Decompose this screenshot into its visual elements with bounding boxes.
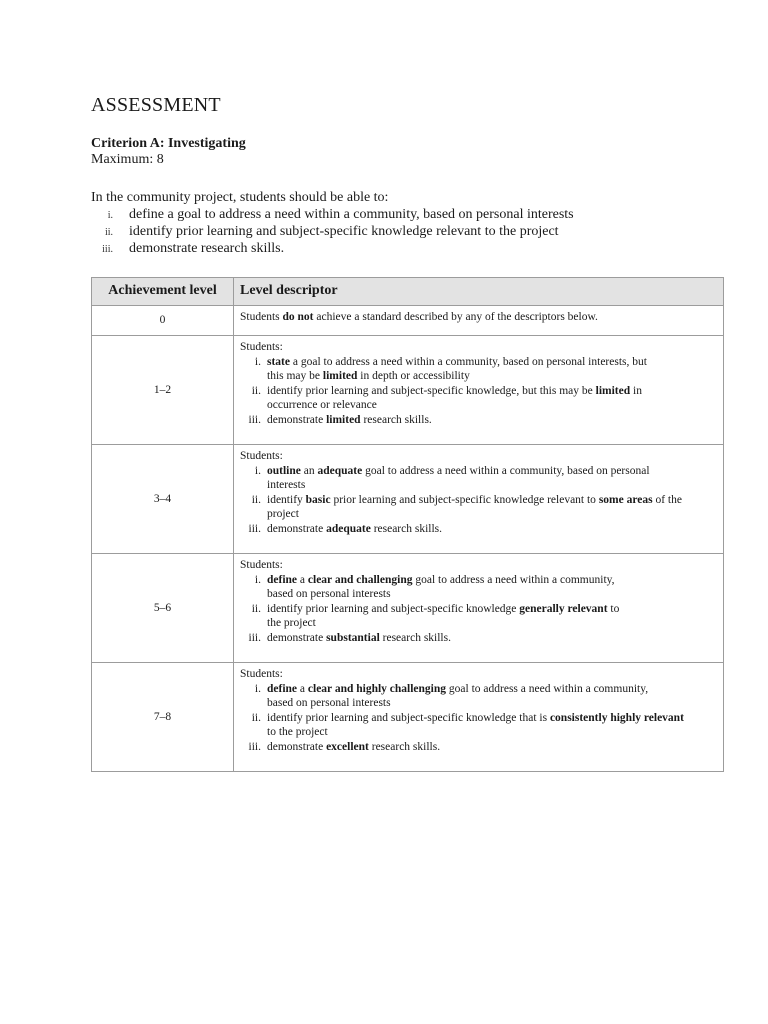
students-label: Students: (240, 341, 283, 353)
objective-text: identify prior learning and subject-specific knowledge relevant to the project (129, 224, 559, 239)
descriptor-item (240, 740, 723, 755)
table-row (92, 306, 724, 336)
page-title: ASSESSMENT (91, 94, 221, 116)
descriptor-item (240, 522, 723, 537)
descriptor-text: define a clear and challenging goal to address a need within a community, based on personal interests (267, 573, 615, 601)
descriptor-item (240, 464, 723, 493)
emphasis-text: some areas (598, 493, 653, 506)
objective-item (91, 240, 731, 257)
table-row (92, 663, 724, 772)
descriptor-number: i. (254, 355, 261, 368)
descriptor-number: ii. (251, 493, 261, 506)
objectives-list (91, 206, 731, 257)
achievement-level: 7–8 (92, 663, 234, 772)
descriptor-text: Students do not achieve a standard described by any of the descriptors below. (240, 311, 598, 323)
descriptor-text: identify prior learning and subject-specific knowledge generally relevant to the project (267, 602, 620, 630)
emphasis-text: consistently highly relevant (549, 711, 684, 724)
emphasis-text: generally relevant (519, 602, 608, 615)
descriptor-list (240, 464, 723, 537)
emphasis-text: excellent (326, 740, 369, 753)
level-descriptor (234, 306, 724, 336)
achievement-level: 3–4 (92, 445, 234, 554)
achievement-level: 0 (92, 306, 234, 336)
level-descriptor (234, 554, 724, 663)
descriptor-number: ii. (251, 711, 261, 724)
descriptor-number: iii. (248, 413, 261, 426)
objectives-lead: In the community project, students should be able to: (91, 190, 389, 205)
descriptor-item (240, 602, 723, 631)
emphasis-text: limited (322, 370, 358, 383)
descriptor-item (240, 493, 723, 522)
descriptor-number: iii. (248, 522, 261, 535)
students-label: Students: (240, 559, 283, 571)
descriptor-list (240, 355, 723, 428)
emphasis-text: basic (305, 493, 331, 506)
achievement-level: 5–6 (92, 554, 234, 663)
objective-item (91, 223, 731, 240)
header-achievement-level: Achievement level (92, 278, 234, 306)
descriptor-number: i. (254, 682, 261, 695)
descriptor-text: demonstrate substantial research skills. (267, 631, 451, 644)
emphasis-text: define (267, 682, 298, 695)
descriptor-text: demonstrate excellent research skills. (267, 740, 441, 753)
objective-text: demonstrate research skills. (129, 241, 285, 256)
descriptor-text: identify prior learning and subject-specific knowledge, but this may be limited in occurrence or relevance (267, 384, 642, 412)
descriptor-item (240, 631, 723, 646)
level-descriptor (234, 663, 724, 772)
descriptor-number: ii. (251, 384, 261, 397)
descriptor-text: identify prior learning and subject-specific knowledge that is consistently highly relevant to the project (267, 711, 684, 739)
criterion-title: Criterion A: Investigating (91, 136, 246, 151)
descriptor-number: iii. (248, 740, 261, 753)
descriptor-text: demonstrate adequate research skills. (267, 522, 443, 535)
descriptor-number: ii. (251, 602, 261, 615)
descriptor-list (240, 682, 723, 755)
achievement-level: 1–2 (92, 336, 234, 445)
table-header-row (92, 278, 724, 306)
descriptor-number: i. (254, 573, 261, 586)
emphasis-text: limited (326, 413, 361, 426)
emphasis-text: adequate (326, 522, 371, 535)
level-descriptor (234, 445, 724, 554)
emphasis-text: clear and highly challenging (307, 682, 447, 695)
emphasis-text: clear and challenging (307, 573, 413, 586)
descriptor-item (240, 413, 723, 428)
students-label: Students: (240, 450, 283, 462)
table-row (92, 554, 724, 663)
descriptor-list (240, 573, 723, 646)
table-row (92, 445, 724, 554)
emphasis-text: state (267, 355, 290, 368)
objective-number: i. (107, 210, 113, 221)
objective-number: iii. (102, 244, 113, 255)
descriptor-text: outline an adequate goal to address a need within a community, based on personal interests (267, 464, 650, 492)
emphasis-text: define (267, 573, 298, 586)
descriptor-number: i. (254, 464, 261, 477)
criterion-maximum: Maximum: 8 (91, 152, 164, 167)
objective-item (91, 206, 731, 223)
descriptor-item (240, 573, 723, 602)
objectives-intro (91, 189, 731, 257)
descriptor-text: define a clear and highly challenging goal to address a need within a community, based on personal interests (267, 682, 649, 710)
descriptor-text: demonstrate limited research skills. (267, 413, 432, 426)
level-descriptor (234, 336, 724, 445)
descriptor-text: state a goal to address a need within a community, based on personal interests, but this may be limited in depth or accessibility (267, 355, 647, 383)
objective-text: define a goal to address a need within a community, based on personal interests (129, 207, 574, 222)
rubric-table (91, 277, 724, 772)
students-label: Students: (240, 668, 283, 680)
emphasis-text: outline (267, 464, 301, 477)
descriptor-text: identify basic prior learning and subject-specific knowledge relevant to some areas of the project (267, 493, 682, 521)
header-level-descriptor: Level descriptor (234, 278, 724, 306)
objective-number: ii. (104, 227, 113, 238)
criterion-block (91, 136, 246, 168)
descriptor-item (240, 682, 723, 711)
descriptor-number: iii. (248, 631, 261, 644)
table-row (92, 336, 724, 445)
descriptor-item (240, 384, 723, 413)
emphasis-text: do not (282, 311, 314, 323)
descriptor-item (240, 711, 723, 740)
emphasis-text: limited (595, 384, 631, 397)
emphasis-text: adequate (317, 464, 363, 477)
descriptor-item (240, 355, 723, 384)
emphasis-text: substantial (326, 631, 380, 644)
